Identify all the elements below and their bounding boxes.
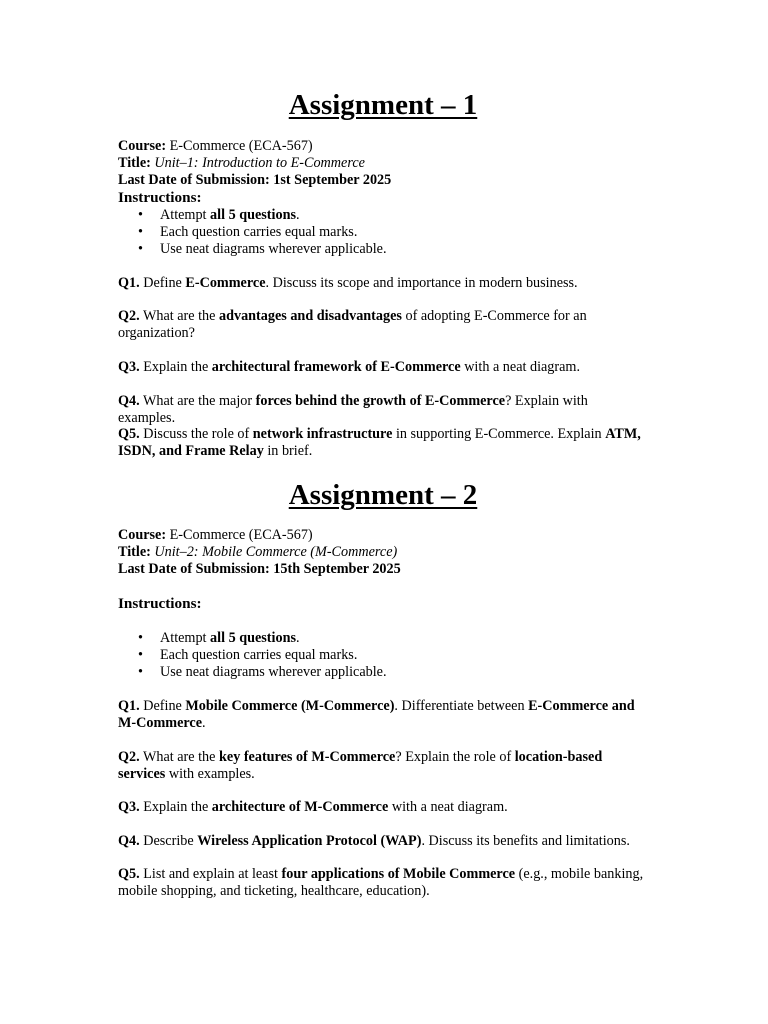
question-text: What are the major xyxy=(139,393,256,409)
instruction-item xyxy=(160,664,658,681)
question-number: Q1. xyxy=(118,698,140,714)
deadline-text: Last Date of Submission: 15th September 2025 xyxy=(118,561,401,577)
question-bold: network infrastructure xyxy=(252,426,393,442)
course-label: Course: xyxy=(118,138,167,154)
instruction-text: Each question carries equal marks. xyxy=(160,647,358,663)
instruction-text: Use neat diagrams wherever applicable. xyxy=(160,664,387,680)
question-bold: E-Commerce and M-Commerce xyxy=(118,698,635,731)
instruction-item xyxy=(160,630,658,647)
instruction-text: . xyxy=(295,630,300,646)
question-text: in brief. xyxy=(263,443,313,459)
question-text: Explain the xyxy=(139,799,212,815)
question-number: Q2. xyxy=(118,749,140,765)
instruction-text: . xyxy=(295,207,300,223)
question-bold: four applications of Mobile Commerce xyxy=(281,866,516,882)
question-text: Explain the xyxy=(139,359,212,375)
title-label: Title: xyxy=(118,155,151,171)
instructions-list xyxy=(118,207,658,258)
question-text: . xyxy=(202,715,206,731)
assignment-1-question-4 xyxy=(118,393,648,427)
question-text: in supporting E-Commerce. Explain xyxy=(392,426,606,442)
question-text: . Discuss its scope and importance in modern business. xyxy=(265,275,578,291)
question-bold: ATM, ISDN, and Frame Relay xyxy=(118,426,641,459)
title-label: Title: xyxy=(118,544,151,560)
instruction-text: Attempt xyxy=(160,630,211,646)
course-value: E-Commerce (ECA-567) xyxy=(166,527,313,543)
question-text: What are the xyxy=(139,308,219,324)
question-text: . Discuss its benefits and limitations. xyxy=(421,833,630,849)
course-label: Course: xyxy=(118,527,167,543)
question-bold: key features of M-Commerce xyxy=(219,749,396,765)
instruction-item xyxy=(160,647,658,664)
question-text: (e.g., mobile banking, mobile shopping, and ticketing, healthcare, education). xyxy=(118,866,644,899)
assignment-1-question-2 xyxy=(118,308,648,342)
instruction-item xyxy=(160,224,658,241)
title-line xyxy=(118,544,658,561)
question-text: ? Explain the role of xyxy=(395,749,515,765)
assignment-2-question-1 xyxy=(118,698,648,732)
assignment-1-heading: Assignment – 1 xyxy=(288,89,478,121)
assignment-1-question-1 xyxy=(118,275,648,292)
instruction-item xyxy=(160,241,658,258)
course-value: E-Commerce (ECA-567) xyxy=(166,138,313,154)
question-number: Q4. xyxy=(118,393,140,409)
instruction-bold: all 5 questions xyxy=(210,207,296,223)
deadline-line xyxy=(118,561,658,578)
assignment-2-question-4 xyxy=(118,833,648,850)
question-text: Define xyxy=(139,275,186,291)
assignment-2-question-5 xyxy=(118,866,648,900)
question-text: Discuss the role of xyxy=(139,426,253,442)
question-text: List and explain at least xyxy=(139,866,282,882)
question-number: Q5. xyxy=(118,426,140,442)
instruction-item xyxy=(160,207,658,224)
deadline-text: Last Date of Submission: 1st September 2025 xyxy=(118,172,392,188)
instruction-text: Attempt xyxy=(160,207,211,223)
title-value: Unit–1: Introduction to E-Commerce xyxy=(154,155,365,171)
question-number: Q1. xyxy=(118,275,140,291)
assignment-2-heading: Assignment – 2 xyxy=(288,479,478,511)
course-line xyxy=(118,138,658,155)
assignment-2-meta xyxy=(118,527,658,578)
question-bold: Mobile Commerce (M-Commerce) xyxy=(185,698,395,714)
instructions-list xyxy=(118,630,658,681)
deadline-line xyxy=(118,172,658,189)
question-text: of adopting E-Commerce for an organization? xyxy=(118,308,587,341)
question-bold: Wireless Application Protocol (WAP) xyxy=(197,833,422,849)
question-number: Q5. xyxy=(118,866,140,882)
question-bold: location-based services xyxy=(118,749,603,782)
instructions-heading: Instructions: xyxy=(118,189,202,206)
question-number: Q4. xyxy=(118,833,140,849)
question-number: Q3. xyxy=(118,359,140,375)
instruction-text: Each question carries equal marks. xyxy=(160,224,358,240)
title-value: Unit–2: Mobile Commerce (M-Commerce) xyxy=(154,544,398,560)
instruction-bold: all 5 questions xyxy=(210,630,296,646)
question-text: . Differentiate between xyxy=(394,698,529,714)
question-text: Describe xyxy=(139,833,198,849)
question-bold: architectural framework of E-Commerce xyxy=(211,359,461,375)
question-text: What are the xyxy=(139,749,219,765)
assignment-2-instructions xyxy=(118,630,658,681)
question-text: Define xyxy=(139,698,186,714)
assignment-1-question-5 xyxy=(118,426,648,460)
instructions-heading: Instructions: xyxy=(118,595,202,612)
question-bold: architecture of M-Commerce xyxy=(211,799,389,815)
question-bold: forces behind the growth of E-Commerce xyxy=(255,393,506,409)
question-bold: advantages and disadvantages xyxy=(219,308,402,324)
question-bold: E-Commerce xyxy=(185,275,266,291)
course-line xyxy=(118,527,658,544)
assignment-1-meta xyxy=(118,138,658,258)
assignment-1-question-3 xyxy=(118,359,648,376)
question-text: with a neat diagram. xyxy=(460,359,581,375)
question-text: with examples. xyxy=(165,766,255,782)
question-number: Q2. xyxy=(118,308,140,324)
title-line xyxy=(118,155,658,172)
question-text: ? Explain with examples. xyxy=(118,393,588,426)
question-number: Q3. xyxy=(118,799,140,815)
assignment-2-question-3 xyxy=(118,799,648,816)
instruction-text: Use neat diagrams wherever applicable. xyxy=(160,241,387,257)
assignment-2-question-2 xyxy=(118,749,648,783)
question-text: with a neat diagram. xyxy=(388,799,508,815)
